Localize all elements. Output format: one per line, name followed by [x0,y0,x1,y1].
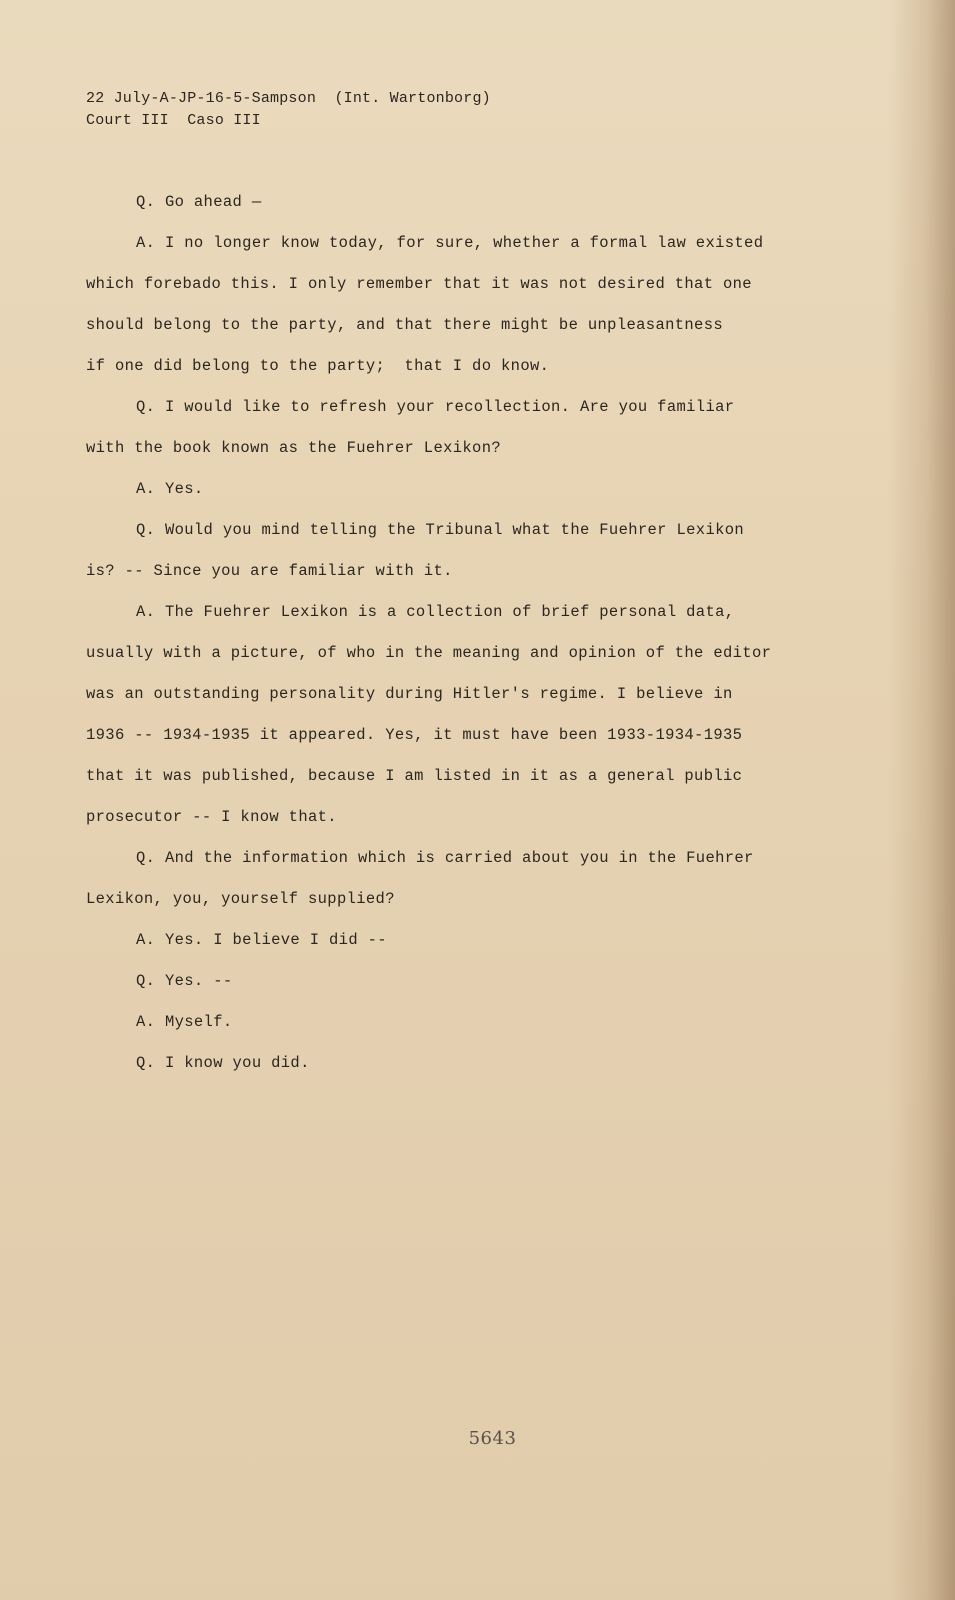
page-number: 5643 [468,1428,517,1449]
header-court-line: Court III Caso III [86,112,261,129]
transcript-line: A. I no longer know today, for sure, whether a formal law existed [136,234,764,252]
transcript-line: was an outstanding personality during Hitler's regime. I believe in [86,685,733,703]
header-reference-line: 22 July-A-JP-16-5-Sampson (Int. Wartonborg) [86,90,491,107]
transcript-line: Q. And the information which is carried about you in the Fuehrer [136,849,754,867]
transcript-line: Q. I would like to refresh your recollection. Are you familiar [136,398,735,416]
transcript-line: which forebado this. I only remember that it was not desired that one [86,275,752,293]
transcript-line: usually with a picture, of who in the meaning and opinion of the editor [86,644,772,662]
transcript-line: Q. Would you mind telling the Tribunal what the Fuehrer Lexikon [136,521,745,539]
transcript-line: should belong to the party, and that there might be unpleasantness [86,316,723,334]
transcript-line: prosecutor -- I know that. [86,808,337,826]
transcript-line: A. Yes. [136,480,204,498]
transcript-line: if one did belong to the party; that I do know. [86,357,550,375]
transcript-line: A. Myself. [136,1013,233,1031]
transcript-line: A. Yes. I believe I did -- [136,931,387,949]
transcript-line: Q. Yes. -- [136,972,233,990]
transcript-line: that it was published, because I am listed in it as a general public [86,767,743,785]
transcript-line: Q. Go ahead — [136,193,262,211]
transcript-line: Q. I know you did. [136,1054,310,1072]
transcript-line: with the book known as the Fuehrer Lexikon? [86,439,502,457]
transcript-line: 1936 -- 1934-1935 it appeared. Yes, it must have been 1933-1934-1935 [86,726,743,744]
transcript-body [86,190,816,1092]
transcript-line: A. The Fuehrer Lexikon is a collection of brief personal data, [136,603,735,621]
transcript-line: Lexikon, you, yourself supplied? [86,890,395,908]
document-header [86,88,491,132]
transcript-line: is? -- Since you are familiar with it. [86,562,453,580]
